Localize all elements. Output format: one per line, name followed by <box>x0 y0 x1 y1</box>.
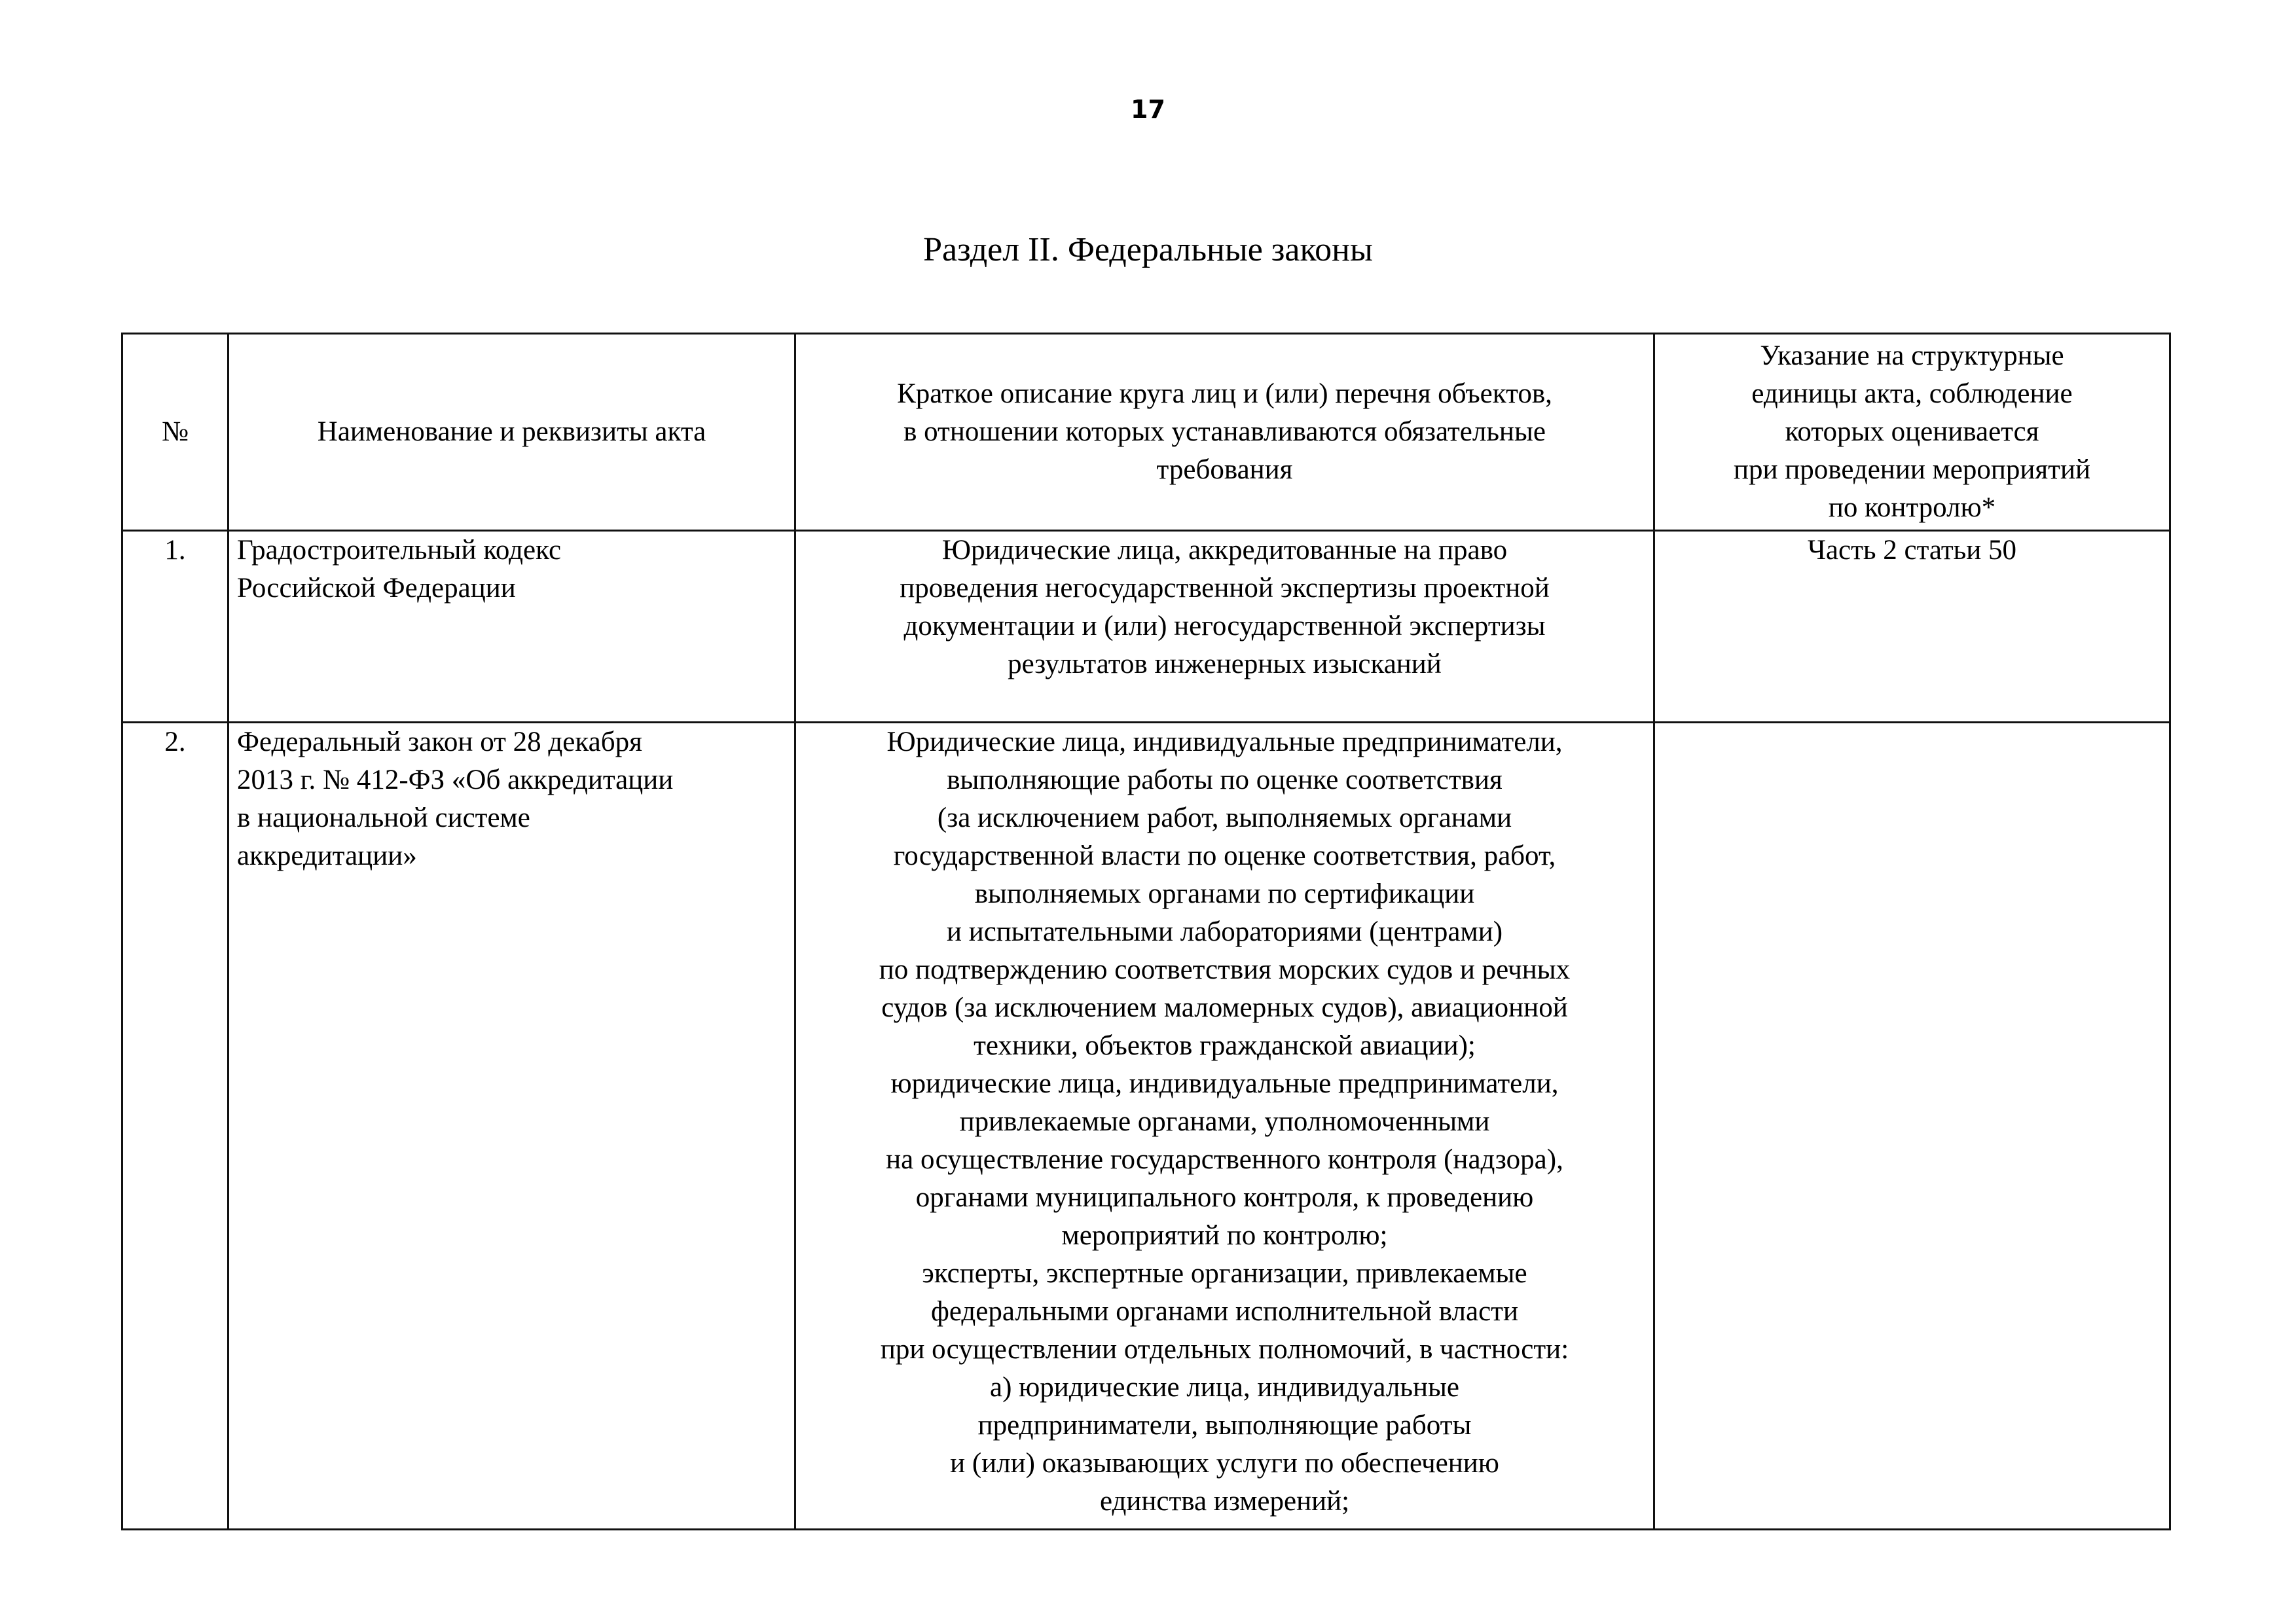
act-description: Юридические лица, аккредитованные на право проведения негосударственной экспертизы проектной документации и (или) негосударственной экспертизы результатов инженерных изысканий <box>795 531 1654 723</box>
table-row <box>122 531 2170 723</box>
structural-units <box>1654 723 2170 1530</box>
header-description: Краткое описание круга лиц и (или) перечня объектов, в отношении которых устанавливаются обязательные требования <box>795 334 1654 531</box>
header-structural-units: Указание на структурные единицы акта, соблюдение которых оценивается при проведении мероприятий по контролю* <box>1654 334 2170 531</box>
table-header-row <box>122 334 2170 531</box>
row-number: 1. <box>122 531 228 723</box>
act-description: Юридические лица, индивидуальные предприниматели, выполняющие работы по оценке соответствия (за исключением работ, выполняемых органами государственной власти по оценке соответствия, работ, выполняемых органами по сертификации и испытательными лабораториями (центрами) по подтверждению соответствия морских судов и речных судов (за исключением маломерных судов), авиационной техники, объектов гражданской авиации); юридические лица, индивидуальные предприниматели, привлекаемые органами, уполномоченными на осуществление государственного контроля (надзора), органами муниципального контроля, к проведению мероприятий по контролю; эксперты, экспертные организации, привлекаемые федеральными органами исполнительной власти при осуществлении отдельных полномочий, в частности: а) юридические лица, индивидуальные предприниматели, выполняющие работы и (или) оказывающих услуги по обеспечению единства измерений; <box>795 723 1654 1530</box>
header-number: № <box>122 334 228 531</box>
structural-units: Часть 2 статьи 50 <box>1654 531 2170 723</box>
table-row <box>122 723 2170 1530</box>
act-name: Градостроительный кодекс Российской Федерации <box>228 531 795 723</box>
acts-table <box>121 333 2171 1530</box>
row-number: 2. <box>122 723 228 1530</box>
act-name: Федеральный закон от 28 декабря 2013 г. № 412-ФЗ «Об аккредитации в национальной системе аккредитации» <box>228 723 795 1530</box>
section-title: Раздел II. Федеральные законы <box>923 231 1373 268</box>
header-act-name: Наименование и реквизиты акта <box>228 334 795 531</box>
page-number: 17 <box>1131 95 1165 124</box>
